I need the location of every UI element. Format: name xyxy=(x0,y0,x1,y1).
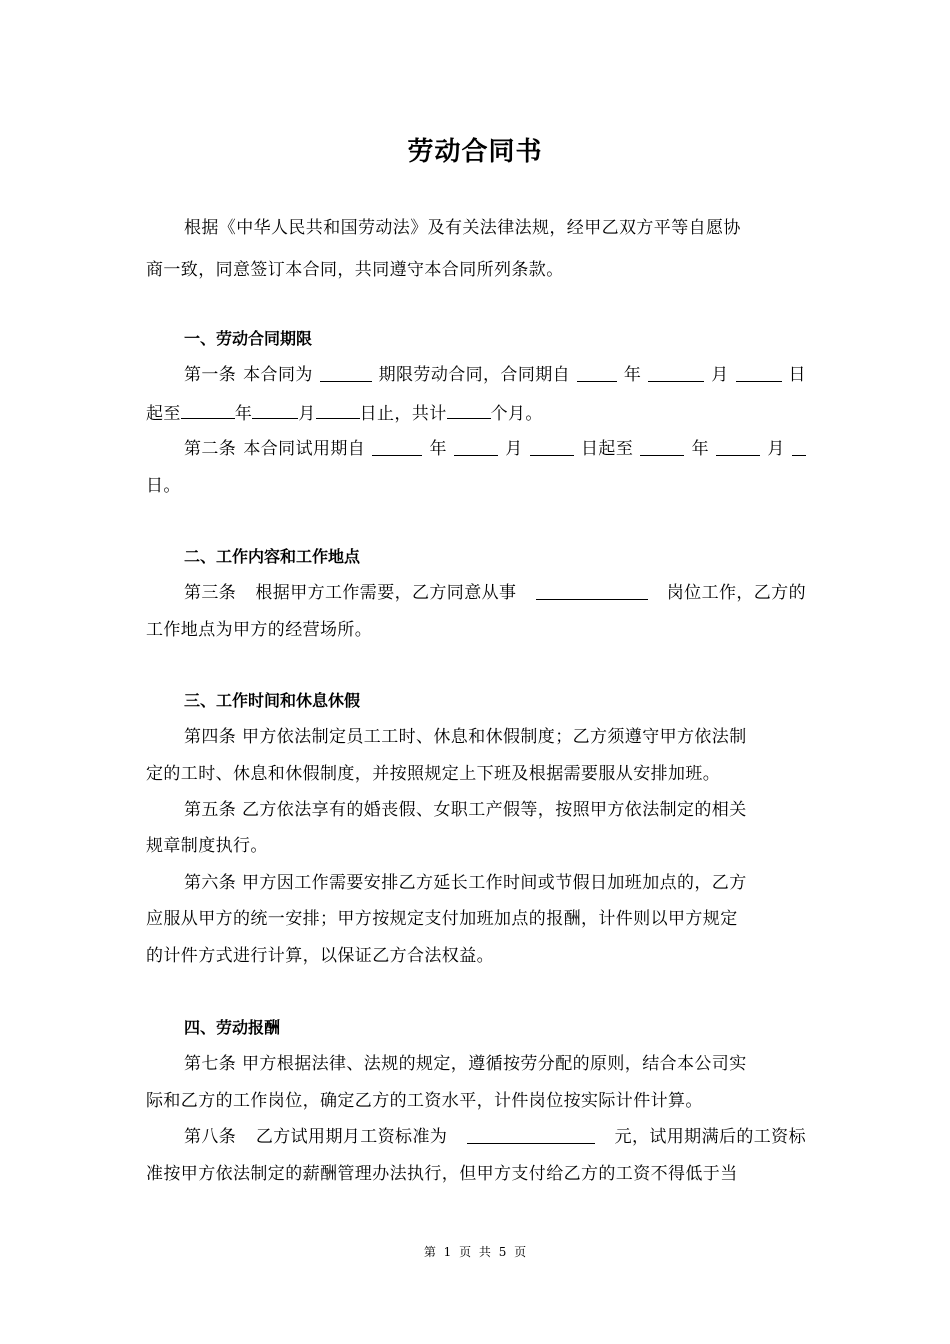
position-blank xyxy=(536,581,648,600)
section-3-heading: 三、工作时间和休息休假 xyxy=(184,691,361,710)
article-8-line-1: 第八条 乙方试用期月工资标准为 元，试用期满后的工资标 xyxy=(184,1127,806,1147)
article-3-line-1: 第三条 根据甲方工作需要，乙方同意从事 岗位工作，乙方的 xyxy=(184,583,806,603)
end-day-blank xyxy=(316,400,360,419)
intro-line-1: 根据《中华人民共和国劳动法》及有关法律法规，经甲乙双方平等自愿协 xyxy=(184,218,741,238)
page-number-footer: 第 1 页 共 5 页 xyxy=(423,1245,527,1259)
start-day-blank xyxy=(736,363,782,382)
article-5-line-1: 第五条 乙方依法享有的婚丧假、女职工产假等，按照甲方依法制定的相关 xyxy=(184,800,747,820)
article-8-number: 第八条 xyxy=(184,1127,237,1147)
article-1-line-2: 起至 年 月 日止，共计 个月。 xyxy=(146,400,806,426)
article-5-line-2: 规章制度执行。 xyxy=(146,836,268,856)
article-6-line-1: 第六条 甲方因工作需要安排乙方延长工作时间或节假日加班加点的，乙方 xyxy=(184,873,747,893)
probation-start-day-blank xyxy=(530,437,574,456)
article-3-line-2: 工作地点为甲方的经营场所。 xyxy=(146,620,373,640)
article-2-line-1: 第二条 本合同试用期自 年 月 日起至 年 月 xyxy=(184,437,806,461)
section-4-heading: 四、劳动报酬 xyxy=(184,1018,281,1037)
section-2-heading: 二、工作内容和工作地点 xyxy=(184,547,361,566)
article-7-line-1: 第七条 甲方根据法律、法规的规定，遵循按劳分配的原则，结合本公司实 xyxy=(184,1054,747,1074)
intro-line-2: 商一致，同意签订本合同，共同遵守本合同所列条款。 xyxy=(146,260,564,280)
total-months-blank xyxy=(447,400,491,419)
probation-salary-blank xyxy=(467,1125,595,1144)
probation-start-month-blank xyxy=(454,437,498,456)
probation-end-year-blank xyxy=(640,437,684,456)
article-4-line-2: 定的工时、休息和休假制度，并按照规定上下班及根据需要服从安排加班。 xyxy=(146,764,721,784)
probation-end-month-blank xyxy=(716,437,760,456)
article-8-line-2: 准按甲方依法制定的薪酬管理办法执行，但甲方支付给乙方的工资不得低于当 xyxy=(146,1164,738,1184)
end-month-blank xyxy=(252,400,298,419)
start-month-blank xyxy=(648,363,704,382)
start-year-blank xyxy=(577,363,617,382)
article-1-number: 第一条 xyxy=(184,365,237,385)
document-title: 劳动合同书 xyxy=(407,137,543,167)
article-2-line-2: 日。 xyxy=(146,476,181,496)
article-3-number: 第三条 xyxy=(184,583,237,603)
article-1-line-1: 第一条 本合同为 期限劳动合同，合同期自 年 月 日 xyxy=(184,365,806,385)
section-1-heading: 一、劳动合同期限 xyxy=(184,329,313,348)
contract-type-blank xyxy=(320,363,372,382)
article-2-number: 第二条 xyxy=(184,439,237,459)
article-6-line-2: 应服从甲方的统一安排；甲方按规定支付加班加点的报酬，计件则以甲方规定 xyxy=(146,909,738,929)
probation-end-day-blank xyxy=(792,437,806,456)
article-6-line-3: 的计件方式进行计算，以保证乙方合法权益。 xyxy=(146,946,494,966)
article-7-line-2: 际和乙方的工作岗位，确定乙方的工资水平，计件岗位按实际计件计算。 xyxy=(146,1091,703,1111)
end-year-blank xyxy=(181,400,235,419)
article-4-line-1: 第四条 甲方依法制定员工工时、休息和休假制度；乙方须遵守甲方依法制 xyxy=(184,727,747,747)
probation-start-year-blank xyxy=(372,437,422,456)
